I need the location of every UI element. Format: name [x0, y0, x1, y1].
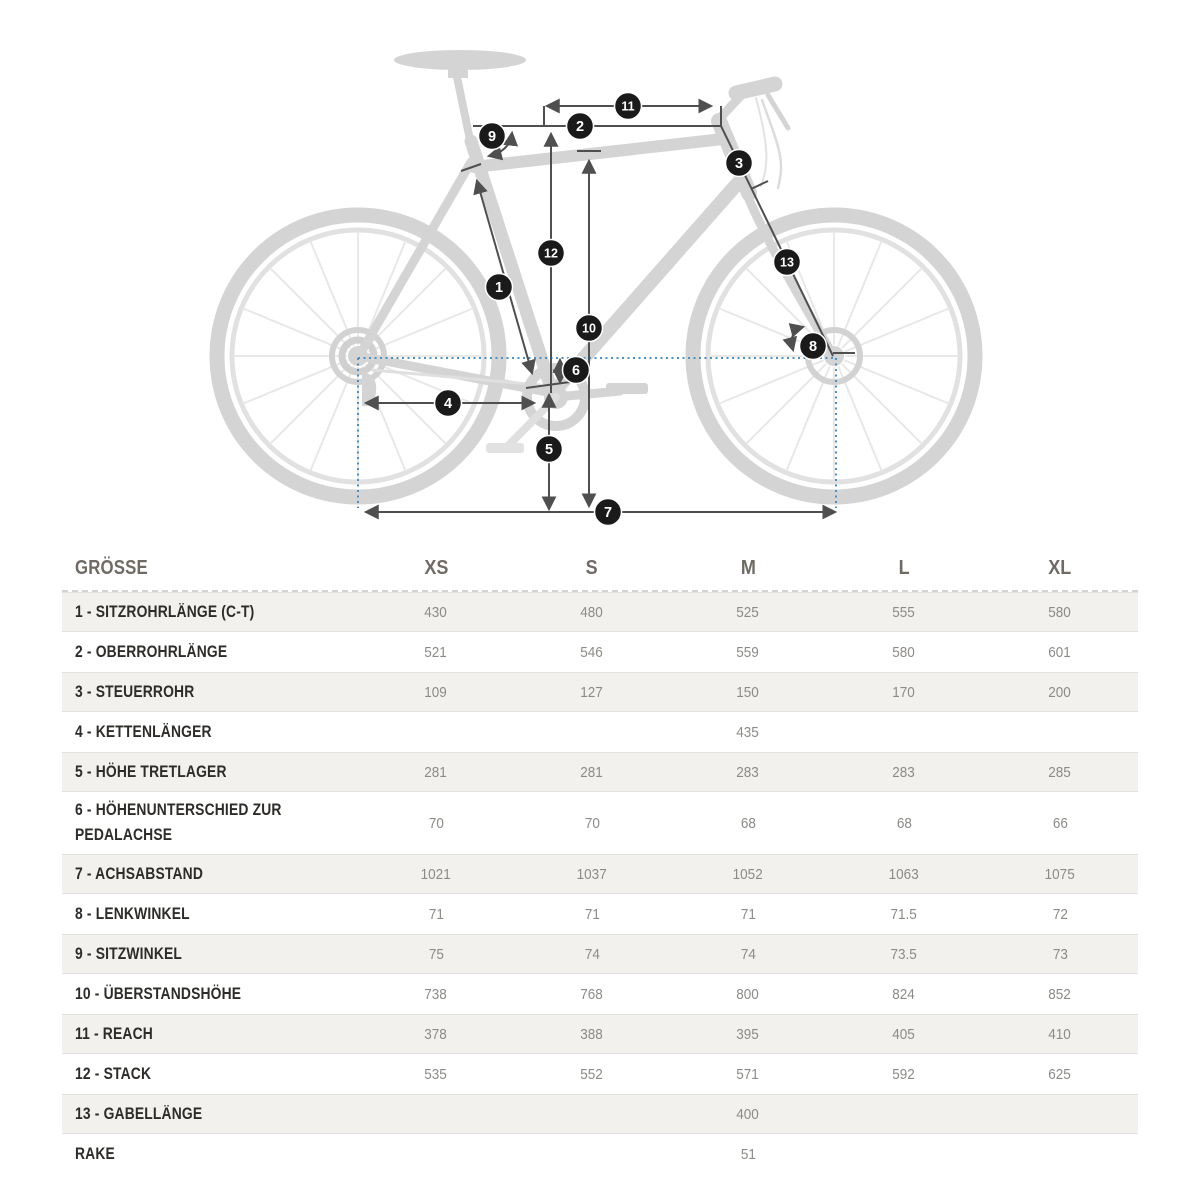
callout-number: 3 [734, 156, 744, 173]
row-value: 71 [584, 905, 600, 923]
row-value: 400 [736, 1105, 760, 1123]
row-value: 68 [896, 814, 912, 832]
row-value: 580 [1048, 603, 1072, 621]
table-row [62, 974, 1138, 1014]
callout-1 [486, 274, 513, 301]
callout-number: 2 [575, 119, 585, 136]
row-value: 405 [892, 1025, 916, 1043]
callout-12 [538, 240, 565, 267]
table-row [62, 1134, 1138, 1174]
row-value: 388 [580, 1025, 604, 1043]
row-value: 430 [424, 603, 448, 621]
row-value: 127 [580, 683, 604, 701]
callout-4 [435, 390, 462, 417]
callout-number: 9 [487, 129, 497, 146]
row-value: 283 [892, 763, 916, 781]
callout-10 [576, 315, 603, 342]
row-label: 12 - STACK [75, 1064, 152, 1083]
table-row [62, 1014, 1138, 1054]
table-header-row [62, 546, 1138, 592]
row-value: 68 [740, 814, 756, 832]
table-row [62, 934, 1138, 974]
row-value: 150 [736, 683, 760, 701]
table-row [62, 592, 1138, 632]
row-label: 5 - HÖHE TRETLAGER [75, 762, 227, 781]
table-row [62, 894, 1138, 934]
row-value: 51 [740, 1145, 756, 1163]
row-value: 625 [1048, 1065, 1072, 1083]
row-value: 200 [1048, 683, 1072, 701]
callout-6 [563, 357, 590, 384]
row-value: 552 [580, 1065, 604, 1083]
row-label: 11 - REACH [75, 1024, 153, 1043]
callout-7 [595, 499, 622, 526]
row-value: 525 [736, 603, 760, 621]
row-value: 71 [740, 905, 756, 923]
size-col-m: M [740, 556, 756, 579]
table-row [62, 672, 1138, 712]
row-value: 66 [1052, 814, 1068, 832]
row-value: 480 [580, 603, 604, 621]
row-label: 13 - GABELLÄNGE [75, 1104, 203, 1123]
row-value: 70 [428, 814, 444, 832]
row-value: 74 [740, 945, 756, 963]
bike-silhouette [217, 50, 975, 497]
callout-5 [536, 436, 563, 463]
row-value: 170 [892, 683, 916, 701]
callout-number: 11 [621, 99, 635, 114]
row-label: 4 - KETTENLÄNGER [75, 722, 212, 741]
row-value: 410 [1048, 1025, 1072, 1043]
table-row [62, 1094, 1138, 1134]
callout-number: 10 [582, 321, 596, 336]
row-label: 10 - ÜBERSTANDSHÖHE [75, 984, 242, 1003]
size-col-s: S [585, 556, 599, 579]
table-row [62, 792, 1138, 854]
callout-number: 1 [494, 280, 504, 297]
callout-number: 8 [808, 339, 818, 356]
row-label: 9 - SITZWINKEL [75, 944, 183, 963]
row-value: 601 [1048, 643, 1072, 661]
row-value: 281 [424, 763, 448, 781]
row-value: 75 [428, 945, 444, 963]
callout-8 [800, 333, 827, 360]
bike-geometry-diagram [0, 0, 1200, 545]
row-value: 285 [1048, 763, 1072, 781]
callout-3 [726, 150, 753, 177]
row-value: 535 [424, 1065, 448, 1083]
row-value: 395 [736, 1025, 760, 1043]
row-label: RAKE [75, 1144, 115, 1163]
table-body [62, 592, 1138, 1174]
row-value: 1021 [420, 865, 452, 883]
row-label: 8 - LENKWINKEL [75, 904, 190, 923]
table-row [62, 854, 1138, 894]
size-header-cell [62, 557, 358, 580]
row-value: 71 [428, 905, 444, 923]
size-col-xl: XL [1048, 556, 1072, 579]
row-value: 71.5 [890, 905, 918, 923]
row-value: 1052 [732, 865, 764, 883]
row-value: 1037 [576, 865, 608, 883]
table-row [62, 632, 1138, 672]
callout-2 [567, 113, 594, 140]
row-value: 73.5 [890, 945, 918, 963]
row-value: 435 [736, 723, 760, 741]
row-value: 1075 [1044, 865, 1076, 883]
callout-number: 6 [571, 363, 581, 380]
row-value: 283 [736, 763, 760, 781]
table-row [62, 712, 1138, 752]
callout-13 [774, 249, 801, 276]
row-label: 3 - STEUERROHR [75, 682, 195, 701]
row-value: 852 [1048, 985, 1072, 1003]
row-label: 6 - HÖHENUNTERSCHIED ZUR PEDALACHSE [75, 801, 282, 844]
row-value: 74 [584, 945, 600, 963]
row-value: 70 [584, 814, 600, 832]
row-value: 109 [424, 683, 448, 701]
row-value: 559 [736, 643, 760, 661]
row-value: 73 [1052, 945, 1068, 963]
callout-number: 12 [544, 246, 558, 261]
callout-9 [479, 123, 506, 150]
geometry-table [62, 546, 1138, 1174]
row-value: 72 [1052, 905, 1068, 923]
row-value: 738 [424, 985, 448, 1003]
row-value: 521 [424, 643, 448, 661]
table-row [62, 752, 1138, 792]
row-label: 1 - SITZROHRLÄNGE (C-T) [75, 602, 255, 621]
table-row [62, 1054, 1138, 1094]
callout-number: 13 [780, 255, 794, 270]
frame [359, 121, 833, 406]
row-label: 7 - ACHSABSTAND [75, 864, 204, 883]
callout-number: 5 [544, 442, 554, 459]
row-value: 592 [892, 1065, 916, 1083]
row-value: 800 [736, 985, 760, 1003]
size-col-xs: XS [423, 556, 449, 579]
callout-11 [615, 93, 642, 120]
row-value: 281 [580, 763, 604, 781]
row-value: 546 [580, 643, 604, 661]
row-value: 571 [736, 1065, 760, 1083]
row-label: 2 - OBERROHRLÄNGE [75, 642, 228, 661]
row-value: 378 [424, 1025, 448, 1043]
size-header-label: GRÖSSE [75, 556, 148, 579]
row-value: 824 [892, 985, 916, 1003]
size-col-l: L [898, 556, 910, 579]
row-value: 580 [892, 643, 916, 661]
callout-number: 7 [603, 505, 613, 522]
row-value: 555 [892, 603, 916, 621]
row-value: 768 [580, 985, 604, 1003]
row-value: 1063 [888, 865, 920, 883]
callout-number: 4 [443, 396, 453, 413]
